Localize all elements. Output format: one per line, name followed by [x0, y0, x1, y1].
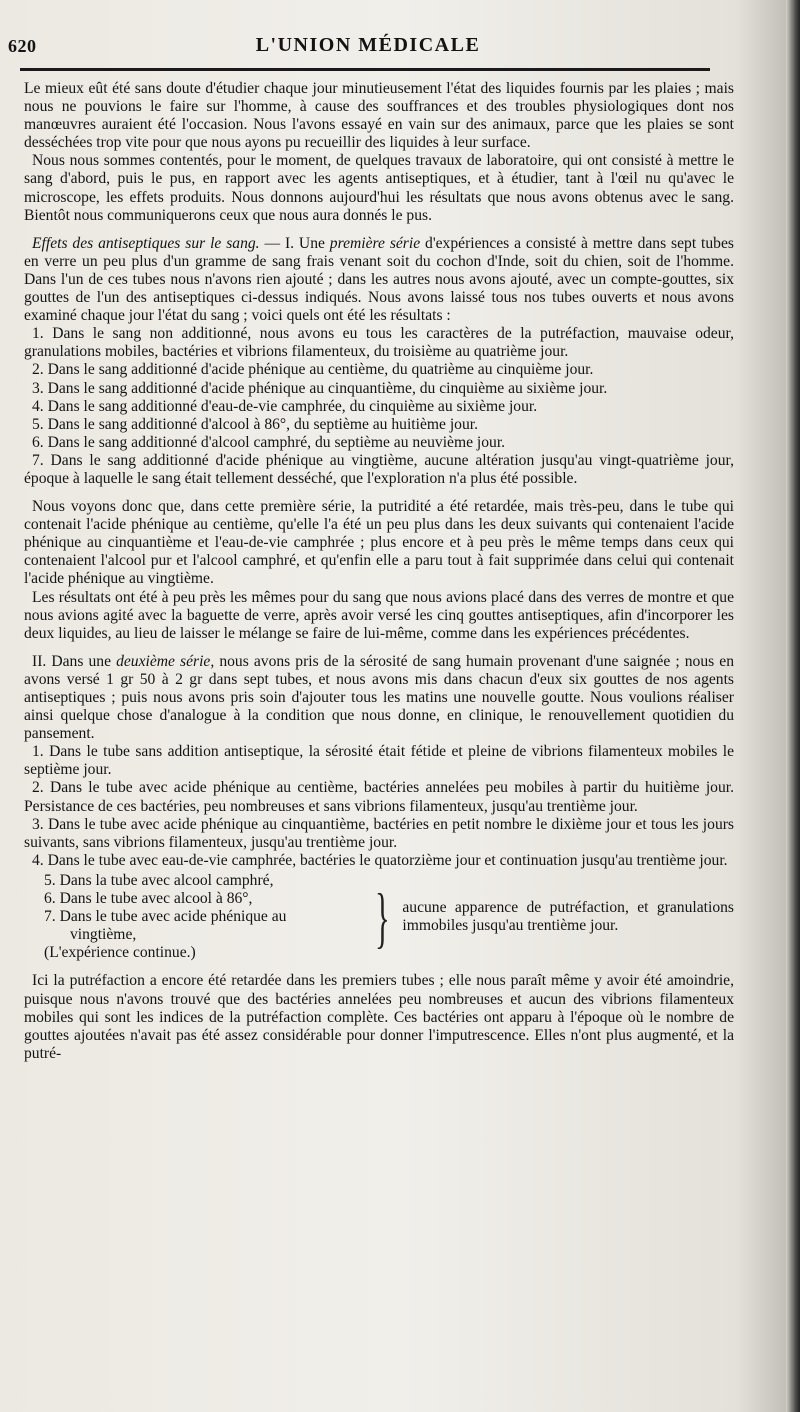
result-7: 7. Dans le sang additionné d'acide phénique au vingtième, aucune altération jusqu'au vingt-quatrième jour, époque à laquelle le sang était tellement desséché, que l'exploration n'a plus été possible.	[24, 451, 734, 487]
book-spine-edge	[786, 0, 800, 1412]
experiment-note: (L'expérience continue.)	[44, 944, 196, 962]
result-3: 3. Dans le sang additionné d'acide phénique au cinquantième, du cinquième au sixième jour.	[32, 379, 608, 397]
paragraph-6-part: II. Dans une	[32, 652, 117, 670]
tube-result-6: 6. Dans le tube avec alcool à 86°,	[44, 890, 253, 908]
article-body	[24, 80, 734, 1063]
braced-outcome: aucune apparence de putréfaction, et granulations immobiles jusqu'au trentième jour.	[402, 899, 734, 935]
paragraph-5: Les résultats ont été à peu près les mêmes pour du sang que nous avions placé dans des verres de montre et que nous avions agité avec la baguette de verre, après avoir versé les cinq gouttes antiseptiques, afin d'incorporer les deux liquides, au lieu de laisser le mélange se faire de lui-même, comme dans les expériences précédentes.	[24, 588, 734, 642]
paragraph-1: Le mieux eût été sans doute d'étudier chaque jour minutieusement l'état des liquides fournis par les plaies ; mais nous ne pouvions le faire sur l'homme, à cause des souffrances et des troubles physiologiques dont nos manœuvres auraient été l'occasion. Nous l'avons essayé en vain sur des animaux, parce que les plaies se sont desséchées trop vite pour que nous ayons pu recueillir des liquides à leur surface.	[24, 80, 734, 152]
tube-result-7-cont: vingtième,	[70, 926, 137, 944]
paragraph-3	[24, 235, 734, 325]
section-heading: Effets des antiseptiques sur le sang.	[32, 234, 260, 252]
paragraph-7: Ici la putréfaction a encore été retardée dans les premiers tubes ; elle nous paraît même y avoir été amoindrie, puisque nous n'avons trouvé que des bactéries annelées peu nombreuses et aucun des vibrions filamenteux mobiles qui sont les indices de la putréfaction complète. Ces bactéries ont apparu à l'époque où le nombre de gouttes ajoutées n'avait pas été assez considérable pour donner l'imputrescence. Elles n'ont plus augmenté, et la putré-	[24, 972, 734, 1062]
series-label-2: deuxième série,	[116, 652, 215, 670]
tube-result-3: 3. Dans le tube avec acide phénique au cinquantième, bactéries en petit nombre le dixième jour et tous les jours suivants, sans vibrions filamenteux, jusqu'au trentième jour.	[24, 815, 734, 851]
result-2: 2. Dans le sang additionné d'acide phénique au centième, du quatrième au cinquième jour.	[32, 361, 594, 379]
page-header	[8, 30, 728, 60]
result-4: 4. Dans le sang additionné d'eau-de-vie camphrée, du cinquième au sixième jour.	[32, 397, 538, 415]
paragraph-3-part: d'expériences a consisté à mettre dans sept tubes en verre un peu plus d'un gramme de sang frais venant soit du cochon d'Inde, soit du chien, soit de l'homme. Dans l'un de ces tubes nous n'avons rien ajouté ; dans les autres nous avons ajouté, avec un compte-gouttes, six gouttes de l'un des antiseptiques ci-dessus indiqués. Nous avons laissé tous nos tubes ouverts et nous avons examiné chaque jour l'état du sang ; voici quels ont été les résultats :	[24, 234, 734, 325]
braced-list	[24, 872, 366, 962]
braced-results	[24, 872, 734, 962]
paragraph-3-part: — I. Une	[259, 234, 330, 252]
tube-result-4: 4. Dans le tube avec eau-de-vie camphrée, bactéries le quatorzième jour et continuation jusqu'au trentième jour.	[32, 851, 728, 869]
tube-result-7: 7. Dans le tube avec acide phénique au	[44, 908, 287, 926]
tube-result-1: 1. Dans le tube sans addition antiseptique, la sérosité était fétide et pleine de vibrions filamenteux mobiles le septième jour.	[24, 743, 734, 779]
journal-title: L'UNION MÉDICALE	[255, 34, 481, 56]
brace-glyph: }	[374, 879, 390, 956]
paragraph-4: Nous voyons donc que, dans cette première série, la putridité a été retardée, mais très-peu, dans le tube qui contenait l'acide phénique au centième, qu'elle l'a été un peu plus dans les deux suivants qui contenaient l'acide phénique au cinquantième et l'eau-de-vie camphrée ; plus encore et à peu près le même temps dans ceux qui contenaient l'alcool pur et l'alcool camphré, et qu'enfin elle a paru tout à fait supprimée dans celui qui contenait l'acide phénique au vingtième.	[24, 498, 734, 588]
result-6: 6. Dans le sang additionné d'alcool camphré, du septième au neuvième jour.	[32, 433, 506, 451]
paragraph-6-part: nous avons pris de la sérosité de sang humain provenant d'une saignée ; nous en avons versé 1 gr 50 à 2 gr dans sept tubes, et nous avons mis dans chacun d'eux six gouttes de nos agents antiseptiques ; puis nous avons pris soin d'ajouter tous les matins une nouvelle goutte. Nous voulions réaliser ainsi quelque chose d'analogue à la condition que nous donne, en clinique, le renouvellement quotidien du pansement.	[24, 652, 735, 743]
paragraph-6	[24, 653, 734, 743]
result-1: 1. Dans le sang non additionné, nous avons eu tous les caractères de la putréfaction, mauvaise odeur, granulations mobiles, bactéries et vibrions filamenteux, du troisième au quatrième jour.	[24, 325, 734, 361]
tube-result-5: 5. Dans la tube avec alcool camphré,	[44, 871, 274, 889]
header-rule	[20, 68, 710, 71]
paragraph-2: Nous nous sommes contentés, pour le moment, de quelques travaux de laboratoire, qui ont consisté à mettre le sang d'abord, puis le pus, en rapport avec les agents antiseptiques, et à étudier, tant à l'œil nu qu'avec le microscope, les effets produits. Nous donnons aujourd'hui les résultats que nous avons obtenus avec le sang. Bientôt nous communiquerons ceux que nous aura donnés le pus.	[24, 152, 734, 224]
series-label-1: première série	[329, 234, 421, 252]
page-number: 620	[8, 36, 37, 56]
result-5: 5. Dans le sang additionné d'alcool à 86°, du septième au huitième jour.	[32, 415, 478, 433]
tube-result-2: 2. Dans le tube avec acide phénique au centième, bactéries annelées peu mobiles à partir du huitième jour. Persistance de ces bactéries, peu nombreuses et sans vibrions filamenteux, jusqu'au trentième jour.	[24, 779, 734, 815]
